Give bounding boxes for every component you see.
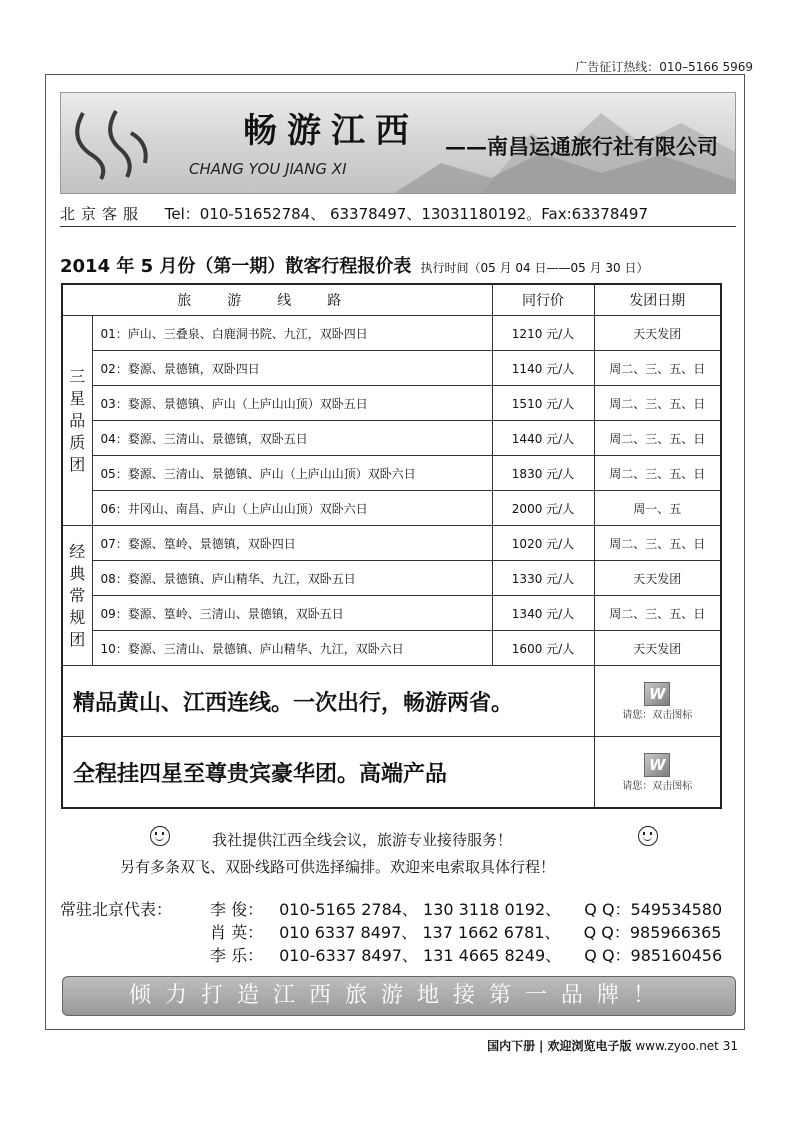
banner [60, 92, 736, 194]
reps-label: 常驻北京代表： [60, 900, 173, 919]
date-cell: 周二、三、五、日 [594, 386, 721, 421]
table-row [62, 316, 721, 351]
route-cell: 09：婺源、篁岭、三清山、景德镇，双卧五日 [92, 596, 492, 631]
table-row [62, 526, 721, 561]
date-cell: 周二、三、五、日 [594, 456, 721, 491]
beijing-service-line [60, 203, 736, 227]
promo-icon-cell[interactable] [594, 737, 721, 809]
date-cell: 天天发团 [594, 561, 721, 596]
price-table [61, 283, 722, 809]
rep-qq: Q Q：549534580 [584, 900, 723, 919]
ad-hotline: 广告征订热线：010–5166 5969 [575, 60, 753, 74]
slogan-bar: 倾力打造江西旅游地接第一品牌！ [62, 976, 736, 1016]
rep-line [210, 943, 722, 966]
promo-row [62, 666, 721, 737]
price-cell: 1210 元/人 [492, 316, 594, 351]
date-cell: 天天发团 [594, 631, 721, 666]
price-cell: 1600 元/人 [492, 631, 594, 666]
date-cell: 周二、三、五、日 [594, 421, 721, 456]
promo-text-luxury: 全程挂四星至尊贵宾豪华团。高端产品 [62, 737, 594, 809]
price-cell: 1340 元/人 [492, 596, 594, 631]
banner-title: 畅游江西 [243, 111, 419, 151]
service-label: 北京客服 [60, 205, 145, 223]
date-cell: 天天发团 [594, 316, 721, 351]
route-cell: 03：婺源、景德镇、庐山（上庐山山顶）双卧五日 [92, 386, 492, 421]
price-cell: 1510 元/人 [492, 386, 594, 421]
promo-row [62, 737, 721, 809]
word-document-icon[interactable]: W [644, 682, 670, 706]
table-row [62, 351, 721, 386]
rep-name: 李 俊： [210, 900, 264, 919]
price-cell: 2000 元/人 [492, 491, 594, 526]
banner-company: ——南昌运通旅行社有限公司 [445, 134, 718, 159]
rep-qq: Q Q：985160456 [584, 946, 723, 965]
route-cell: 08：婺源、景德镇、庐山精华、九江，双卧五日 [92, 561, 492, 596]
page-number: 31 [722, 1039, 738, 1053]
header-date: 发团日期 [594, 284, 721, 316]
service-phones: Tel：010-51652784、 63378497、13031180192。Fax:63378497 [164, 205, 649, 223]
route-cell: 05：婺源、三清山、景德镇、庐山（上庐山山顶）双卧六日 [92, 456, 492, 491]
rep-qq: Q Q：985966365 [583, 923, 722, 942]
price-cell: 1440 元/人 [492, 421, 594, 456]
route-note: 另有多条双飞、双卧线路可供选择编排。欢迎来电索取具体行程！ [120, 858, 556, 876]
smiley-icon [638, 826, 658, 846]
table-row [62, 491, 721, 526]
rep-name: 李 乐： [210, 946, 264, 965]
price-cell: 1020 元/人 [492, 526, 594, 561]
rep-phone: 010-5165 2784、 130 3118 0192、 [279, 900, 562, 919]
group-label-sanxing: 三星品质团 [62, 316, 92, 526]
group-label-jingdian: 经典常规团 [62, 526, 92, 666]
page-footer: 国内下册 | 欢迎浏览电子版 www.zyoo.net 31 [487, 1039, 738, 1053]
footer-site[interactable]: www.zyoo.net [635, 1039, 719, 1053]
rep-line [210, 920, 721, 943]
date-cell: 周一、五 [594, 491, 721, 526]
table-row [62, 596, 721, 631]
table-row [62, 386, 721, 421]
route-cell: 04：婺源、三清山、景德镇，双卧五日 [92, 421, 492, 456]
double-click-hint: 请您：双击图标 [622, 709, 693, 721]
date-cell: 周二、三、五、日 [594, 351, 721, 386]
date-cell: 周二、三、五、日 [594, 596, 721, 631]
price-period: 执行时间（05 月 04 日——05 月 30 日） [420, 261, 649, 275]
service-note: 我社提供江西全线会议，旅游专业接待服务！ [212, 831, 513, 849]
double-click-hint: 请您：双击图标 [622, 780, 693, 792]
route-cell: 10：婺源、三清山、景德镇、庐山精华、九江，双卧六日 [92, 631, 492, 666]
rep-line [210, 897, 722, 920]
table-header-row [62, 284, 721, 316]
table-row [62, 421, 721, 456]
promo-text-huangshan: 精品黄山、江西连线。一次出行，畅游两省。 [62, 666, 594, 737]
route-cell: 06：井冈山、南昌、庐山（上庐山山顶）双卧六日 [92, 491, 492, 526]
price-table-title: 2014 年 5 月份（第一期）散客行程报价表 [60, 256, 412, 277]
price-cell: 1330 元/人 [492, 561, 594, 596]
rep-phone: 010 6337 8497、 137 1662 6781、 [279, 923, 561, 942]
header-price: 同行价 [492, 284, 594, 316]
footer-section: 国内下册 [487, 1039, 536, 1053]
price-cell: 1140 元/人 [492, 351, 594, 386]
table-row [62, 561, 721, 596]
banner-pinyin: CHANG YOU JIANG XI [189, 160, 347, 178]
price-cell: 1830 元/人 [492, 456, 594, 491]
smiley-icon [150, 826, 170, 846]
price-heading [60, 252, 648, 278]
swirl-logo-icon [77, 111, 145, 179]
table-row [62, 631, 721, 666]
route-cell: 02：婺源、景德镇，双卧四日 [92, 351, 492, 386]
route-cell: 01：庐山、三叠泉、白鹿洞书院、九江，双卧四日 [92, 316, 492, 351]
word-document-icon[interactable]: W [644, 753, 670, 777]
header-route: 旅游线路 [62, 284, 492, 316]
date-cell: 周二、三、五、日 [594, 526, 721, 561]
footer-welcome: 欢迎浏览电子版 [547, 1039, 632, 1053]
rep-name: 肖 英： [210, 923, 264, 942]
rep-phone: 010-6337 8497、 131 4665 8249、 [279, 946, 562, 965]
table-row [62, 456, 721, 491]
promo-icon-cell[interactable] [594, 666, 721, 737]
route-cell: 07：婺源、篁岭、景德镇，双卧四日 [92, 526, 492, 561]
